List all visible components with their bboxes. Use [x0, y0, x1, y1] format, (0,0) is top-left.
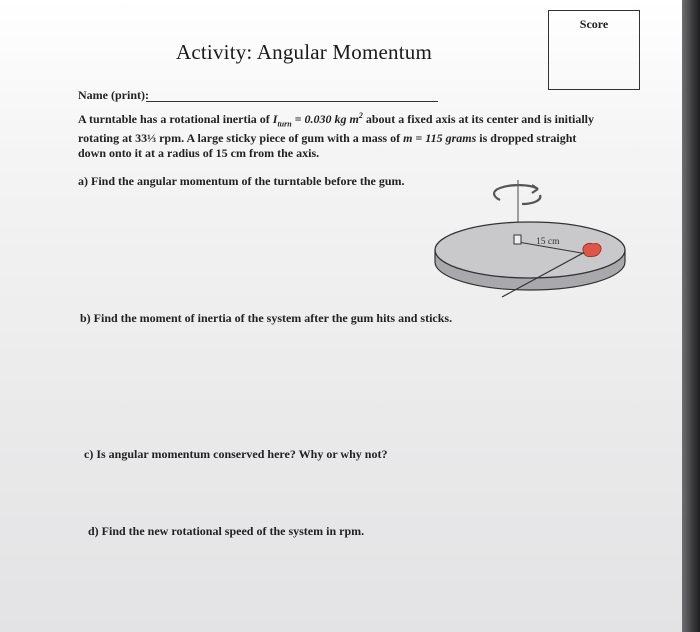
question-b: b) Find the moment of inertia of the system after the gum hits and sticks.: [80, 311, 453, 325]
problem-text-2: about a fixed axis at its center and is initially rotating at 33⅓ rpm. A large sticky piece of gum with a mass of: [78, 112, 594, 146]
equals-sign: =: [291, 112, 305, 126]
inertia-symbol: I: [272, 112, 278, 126]
score-box: [548, 10, 640, 90]
problem-text-3: is dropped straight down onto it at a radius of 15 cm from the axis.: [78, 131, 577, 161]
question-a: a) Find the angular momentum of the turntable before the gum.: [78, 174, 405, 188]
page-title: Activity: Angular Momentum: [176, 40, 433, 64]
problem-text-1: A turntable has a rotational inertia of: [78, 112, 273, 126]
gum-blob: [583, 243, 601, 256]
name-label: Name (print):: [78, 88, 149, 102]
inertia-subscript: turn: [277, 119, 292, 129]
question-d: d) Find the new rotational speed of the system in rpm.: [88, 524, 365, 538]
name-input-line[interactable]: [146, 101, 438, 102]
question-c: c) Is angular momentum conserved here? Why or why not?: [84, 447, 388, 461]
problem-statement: [78, 108, 598, 161]
radius-label: 15 cm: [536, 237, 560, 247]
page-edge-shadow: [682, 0, 700, 632]
axis-pin: [514, 235, 521, 244]
mass-value: m = 115 grams: [403, 131, 477, 146]
score-label: Score: [579, 17, 609, 31]
inertia-value: 0.030 kg m: [304, 112, 359, 126]
turntable-diagram: [430, 180, 630, 305]
inertia-exponent: 2: [358, 111, 363, 120]
rotation-arrow-icon: [494, 185, 540, 204]
